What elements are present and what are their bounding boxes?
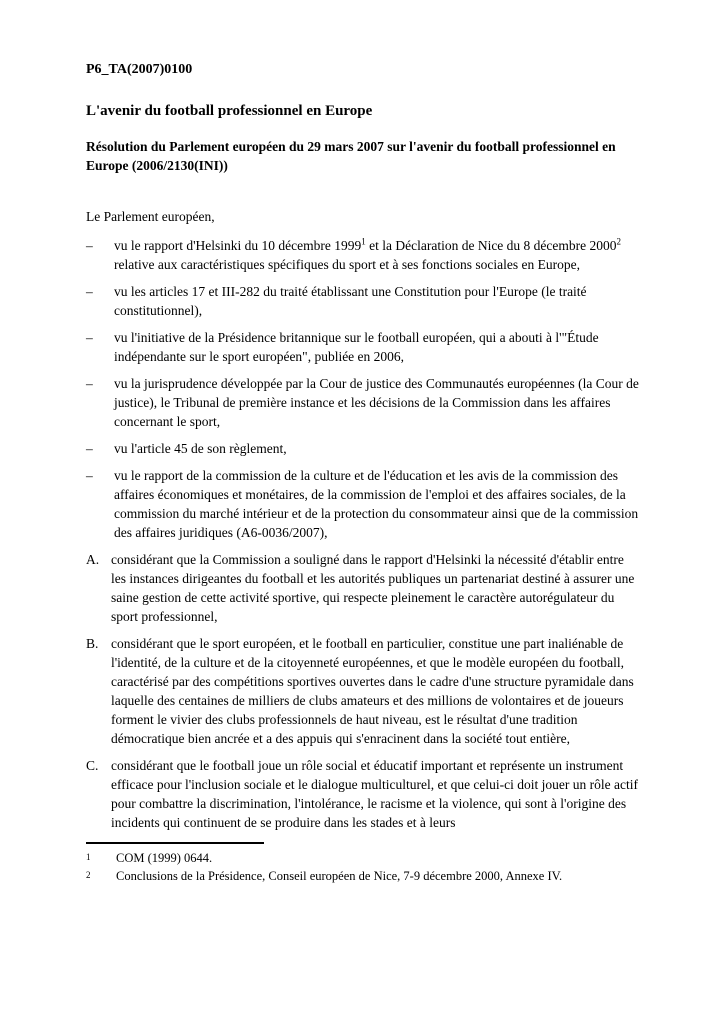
recital-list <box>86 550 642 832</box>
citation-text: vu les articles 17 et III-282 du traité établissant une Constitution pour l'Europe (le traité constitutionnel), <box>114 284 587 318</box>
recital-text: considérant que le sport européen, et le football en particulier, constitue une part inaliénable de l'identité, de la culture et de la citoyenneté européennes, et que le modèle européen du football, caractérisé par des compétitions sportives ouvertes dans le cadre d'une structure pyramidale dans laquelle des centaines de milliers de clubs amateurs et des millions de volontaires et de joueurs forment le vivier des clubs professionnels de haut niveau, est le résultat d'une tradition démocratique bien ancrée et a des appuis qui s'enracinent dans la société tout entière, <box>111 636 634 746</box>
citation-text: vu le rapport d'Helsinki du 10 décembre 1999$^1$ et la Déclaration de Nice du 8 décembre 2000$^2$ relative aux caractéristiques spécifiques du sport et à ses fonctions sociales en Europe, <box>114 236 622 272</box>
citation-dash: – <box>86 238 93 253</box>
recital-text: considérant que la Commission a souligné dans le rapport d'Helsinki la nécessité d'établir entre les instances dirigeantes du football et les autorités publiques un partenariat destiné à assurer une saine gestion de cette activité sportive, qui respecte pleinement le caractère autorégulateur du sport professionnel, <box>111 552 635 624</box>
recital-letter: A. <box>86 552 100 567</box>
footnote-item <box>86 849 642 867</box>
intro-line: Le Parlement européen, <box>86 209 215 224</box>
footnote-item <box>86 867 642 885</box>
footnote-list <box>86 849 642 885</box>
document-subtitle: Résolution du Parlement européen du 29 mars 2007 sur l'avenir du football professionnel en Europe (2006/2130(INI)) <box>86 139 616 173</box>
citation-item <box>86 236 642 274</box>
citation-text: vu la jurisprudence développée par la Cour de justice des Communautés européennes (la Cour de justice), le Tribunal de première instance et les décisions de la Commission dans les affaires concernant le sport, <box>114 376 639 429</box>
recital-item <box>86 550 642 626</box>
footnote-text: Conclusions de la Présidence, Conseil européen de Nice, 7-9 décembre 2000, Annexe IV. <box>116 869 563 883</box>
citation-dash: – <box>86 376 93 391</box>
citation-dash: – <box>86 284 93 299</box>
citation-item <box>86 439 642 458</box>
recital-letter: C. <box>86 758 99 773</box>
footnote-separator <box>86 842 264 844</box>
document-reference: P6_TA(2007)0100 <box>86 62 193 77</box>
citation-dash: – <box>86 468 93 483</box>
citation-item <box>86 374 642 431</box>
citation-item <box>86 282 642 320</box>
recital-letter: B. <box>86 636 99 651</box>
citation-list <box>86 236 642 542</box>
footnote-text: COM (1999) 0644. <box>116 851 213 865</box>
citation-item <box>86 328 642 366</box>
recital-item <box>86 634 642 748</box>
citation-text: vu le rapport de la commission de la culture et de l'éducation et les avis de la commission des affaires économiques et monétaires, de la commission de l'emploi et des affaires sociales, de la commission du marché intérieur et de la protection du consommateur ainsi que de la commission des affaires juridiques (A6-0036/2007), <box>114 468 639 540</box>
footnote-section <box>86 842 642 885</box>
citation-text: vu l'initiative de la Présidence britannique sur le football européen, qui a abouti à l'"Étude indépendante sur le sport européen", publiée en 2006, <box>114 330 599 364</box>
citation-dash: – <box>86 330 93 345</box>
citation-text: vu l'article 45 de son règlement, <box>114 441 287 456</box>
recital-item <box>86 756 642 832</box>
document-title: L'avenir du football professionnel en Europe <box>86 103 373 119</box>
citation-item <box>86 466 642 542</box>
footnote-number: 1 <box>86 852 91 862</box>
footnote-number: 2 <box>86 870 91 880</box>
recital-text: considérant que le football joue un rôle social et éducatif important et représente un instrument efficace pour l'inclusion sociale et le dialogue multiculturel, et que celui-ci doit jouer un rôle actif pour combattre la discrimination, l'intolérance, le racisme et la violence, qui sont à l'origine des incidents qui continuent de se produire dans les stades et à leurs <box>111 758 638 830</box>
citation-dash: – <box>86 441 93 456</box>
footnote-reference: 1 <box>361 236 366 247</box>
footnote-reference: 2 <box>616 236 622 247</box>
